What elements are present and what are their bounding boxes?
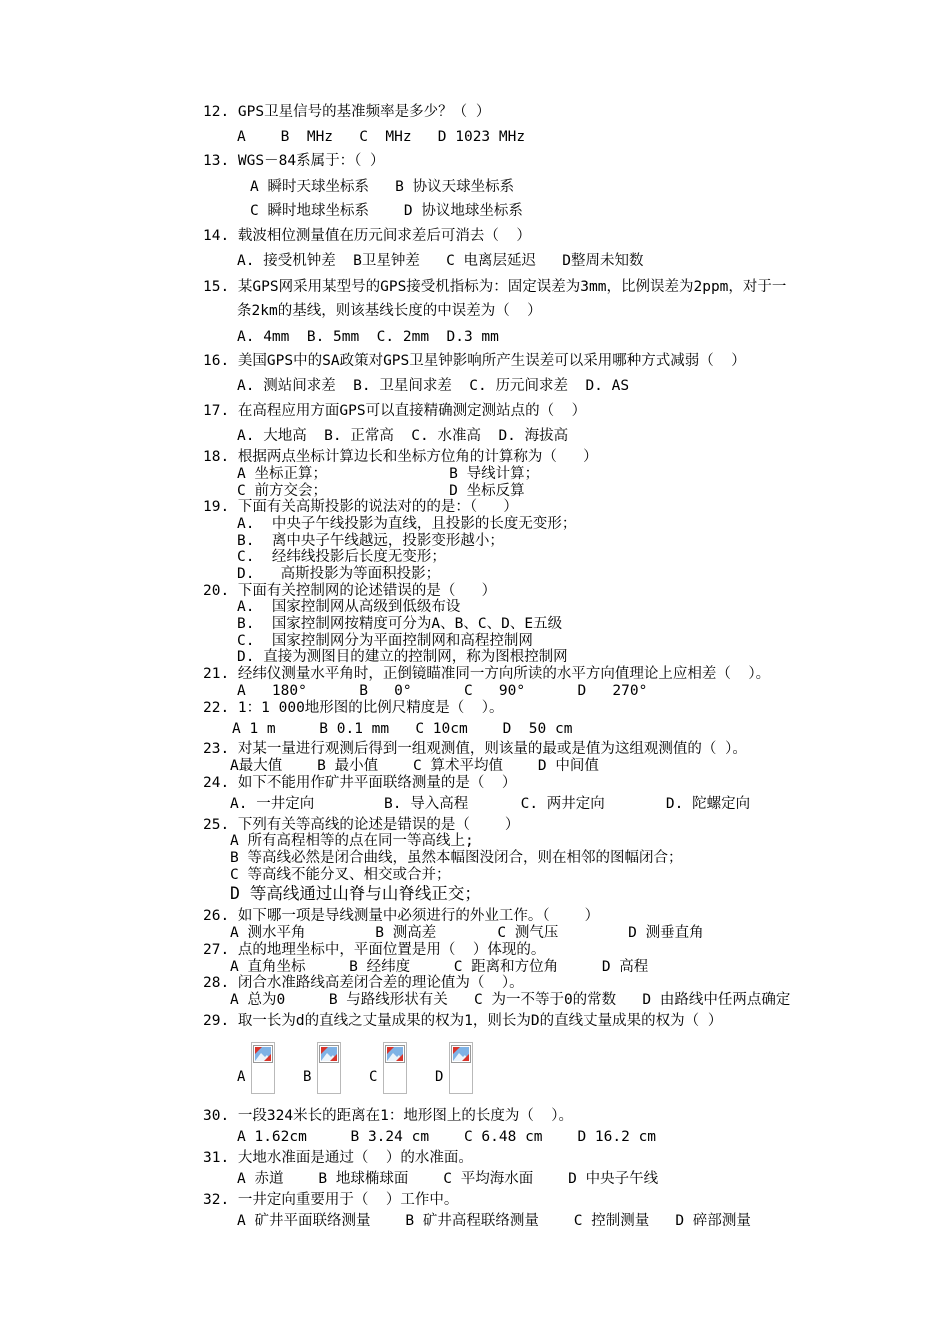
question-line-q14: 14. 载波相位测量值在历元间求差后可消去（ ）: [203, 228, 531, 244]
question-line-q31: 31. 大地水准面是通过（ ）的水准面。: [203, 1150, 473, 1166]
question-line-q13: 13. WGS－84系属于：（ ）: [203, 153, 385, 169]
q29-option-c: [369, 1042, 407, 1094]
question-line-q19-b: B. 离中央子午线越远，投影变形越小；: [237, 533, 504, 549]
question-line-q21: 21. 经纬仪测量水平角时，正倒镜瞄准同一方向所读的水平方向值理论上应相差（ ）。: [203, 666, 771, 682]
question-line-q24: 24. 如下不能用作矿井平面联络测量的是（ ）: [203, 775, 517, 791]
q29-option-d: [435, 1042, 473, 1094]
question-line-q18-opts-2: C 前方交会； D 坐标反算: [237, 483, 525, 499]
broken-image-icon: [449, 1042, 473, 1094]
question-line-q22: 22. 1：1 000地形图的比例尺精度是（ ）。: [203, 700, 504, 716]
question-line-q20-c: C. 国家控制网分为平面控制网和高程控制网: [237, 633, 533, 649]
question-line-q25-c: C 等高线不能分叉、相交或合并；: [230, 867, 451, 883]
question-line-q29: 29. 取一长为d的直线之丈量成果的权为1，则长为D的直线丈量成果的权为（ ）: [203, 1013, 723, 1029]
q29-option-label: B: [303, 1069, 312, 1085]
question-line-q32-opts: A 矿井平面联络测量 B 矿井高程联络测量 C 控制测量 D 碎部测量: [237, 1213, 751, 1229]
question-line-q30: 30. 一段324米长的距离在1：地形图上的长度为（ ）。: [203, 1108, 574, 1124]
question-line-q25-a: A 所有高程相等的点在同一等高线上;: [230, 833, 474, 849]
q29-option-label: D: [435, 1069, 444, 1085]
question-line-q12-opts: A B MHz C MHz D 1023 MHz: [237, 129, 526, 145]
question-line-q12: 12. GPS卫星信号的基准频率是多少？（ ）: [203, 104, 491, 120]
question-line-q32: 32. 一井定向重要用于（ ）工作中。: [203, 1192, 459, 1208]
question-line-q20-b: B. 国家控制网按精度可分为A、B、C、D、E五级: [237, 616, 563, 632]
question-line-q18: 18. 根据两点坐标计算边长和坐标方位角的计算称为（ ）: [203, 449, 598, 465]
question-line-q25: 25. 下列有关等高线的论述是错误的是（ ）: [203, 817, 520, 833]
question-line-q25-b: B 等高线必然是闭合曲线，虽然本幅图没闭合，则在相邻的图幅闭合；: [230, 850, 683, 866]
question-line-q15-1: 15. 某GPS网采用某型号的GPS接受机指标为：固定误差为3mm，比例误差为2ppm，对于一: [203, 279, 787, 295]
question-line-q20-a: A. 国家控制网从高级到低级布设: [237, 599, 461, 615]
question-line-q27: 27. 点的地理坐标中，平面位置是用（ ）体现的。: [203, 942, 546, 958]
question-line-q15-opts: A. 4mm B. 5mm C. 2mm D.3 mm: [237, 329, 499, 345]
question-line-q21-opts: A 180° B 0° C 90° D 270°: [237, 683, 648, 699]
question-line-q19-c: C. 经纬线投影后长度无变形；: [237, 549, 446, 565]
question-line-q18-opts-1: A 坐标正算； B 导线计算；: [237, 466, 540, 482]
question-line-q19-a: A. 中央子午线投影为直线，且投影的长度无变形；: [237, 516, 577, 532]
question-line-q31-opts: A 赤道 B 地球椭球面 C 平均海水面 D 中央子午线: [237, 1171, 659, 1187]
question-line-q26: 26. 如下哪一项是导线测量中必须进行的外业工作。（ ）: [203, 908, 600, 924]
question-line-q13-opts-1: A 瞬时天球坐标系 B 协议天球坐标系: [250, 179, 515, 195]
question-line-q23: 23. 对某一量进行观测后得到一组观测值，则该量的最或是值为这组观测值的（ ）。: [203, 741, 747, 757]
question-line-q15-2: 条2km的基线，则该基线长度的中误差为（ ）: [237, 303, 542, 319]
question-line-q26-opts: A 测水平角 B 测高差 C 测气压 D 测垂直角: [230, 925, 704, 941]
q29-option-b: [303, 1042, 341, 1094]
question-line-q20-d: D. 直接为测图目的建立的控制网，称为图根控制网: [237, 649, 568, 665]
broken-image-icon: [317, 1042, 341, 1094]
question-line-q25-d: D 等高线通过山脊与山脊线正交；: [230, 884, 481, 903]
question-line-q28: 28. 闭合水准路线高差闭合差的理论值为（ ）。: [203, 975, 524, 991]
q29-option-label: C: [369, 1069, 378, 1085]
question-line-q30-opts: A 1.62cm B 3.24 cm C 6.48 cm D 16.2 cm: [237, 1129, 657, 1145]
question-line-q28-opts: A 总为0 B 与路线形状有关 C 为一不等于0的常数 D 由路线中任两点确定: [230, 992, 791, 1008]
question-line-q13-opts-2: C 瞬时地球坐标系 D 协议地球坐标系: [250, 203, 523, 219]
question-line-q23-opts: A最大值 B 最小值 C 算术平均值 D 中间值: [230, 758, 599, 774]
question-line-q24-opts: A. 一井定向 B. 导入高程 C. 两井定向 D. 陀螺定向: [230, 796, 751, 812]
broken-image-icon: [383, 1042, 407, 1094]
question-line-q17: 17. 在高程应用方面GPS可以直接精确测定测站点的（ ）: [203, 403, 587, 419]
question-line-q17-opts: A. 大地高 B. 正常高 C. 水准高 D. 海拔高: [237, 428, 569, 444]
question-line-q16: 16. 美国GPS中的SA政策对GPS卫星钟影响所产生误差可以采用哪种方式减弱（ ）: [203, 353, 746, 369]
question-line-q16-opts: A. 测站间求差 B. 卫星间求差 C. 历元间求差 D. AS: [237, 378, 630, 394]
question-line-q27-opts: A 直角坐标 B 经纬度 C 距离和方位角 D 高程: [230, 959, 649, 975]
q29-option-label: A: [237, 1069, 246, 1085]
question-line-q19: 19. 下面有关高斯投影的说法对的的是：（ ）: [203, 499, 518, 515]
broken-image-icon: [251, 1042, 275, 1094]
question-line-q22-opts: A 1 m B 0.1 mm C 10cm D 50 cm: [232, 721, 573, 737]
question-line-q14-opts: A. 接受机钟差 B卫星钟差 C 电离层延迟 D整周未知数: [237, 253, 644, 269]
question-line-q20: 20. 下面有关控制网的论述错误的是（ ）: [203, 583, 497, 599]
q29-option-a: [237, 1042, 275, 1094]
question-line-q19-d: D. 高斯投影为等面积投影；: [237, 566, 441, 582]
